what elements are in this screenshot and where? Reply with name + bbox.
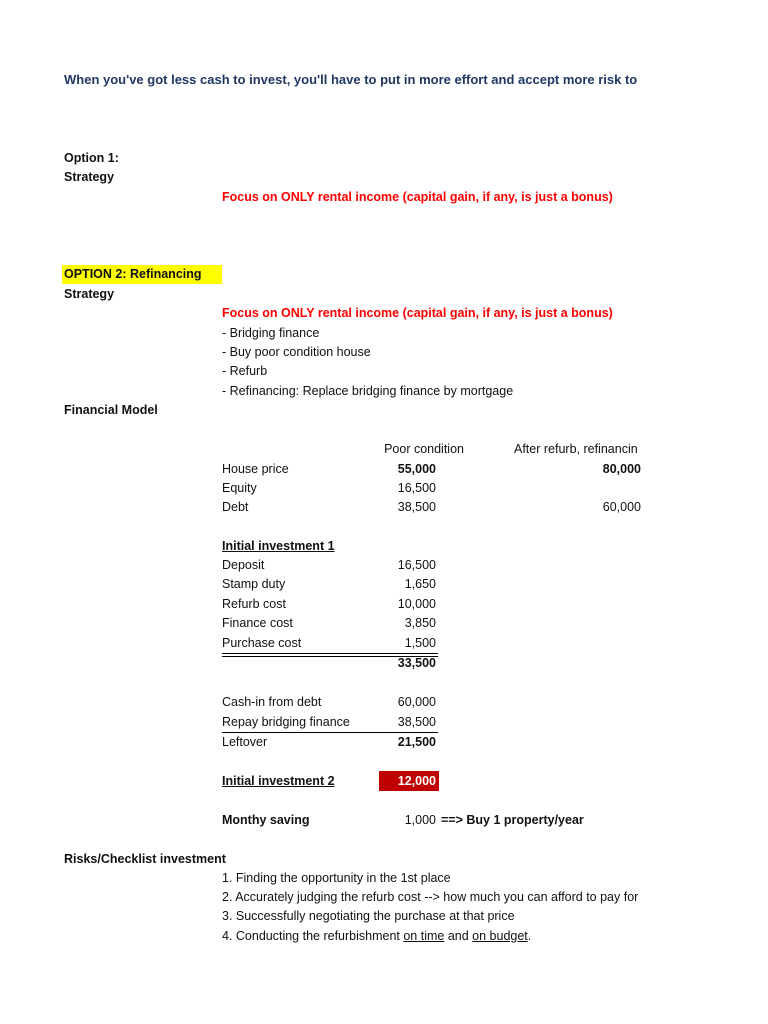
- house-price-label: House price: [222, 462, 289, 476]
- equity-label: Equity: [222, 481, 257, 495]
- finance-cost-value: 3,850: [404, 616, 436, 630]
- refurb-cost-value: 10,000: [397, 597, 436, 611]
- bullet-bridging: - Bridging finance: [222, 326, 320, 340]
- col-header-poor: Poor condition: [384, 442, 464, 456]
- option1-title: Option 1:: [64, 151, 119, 165]
- risks-label: Risks/Checklist investment: [64, 852, 226, 866]
- option2-strategy-text: Focus on ONLY rental income (capital gain, if any, is just a bonus): [222, 306, 613, 320]
- monthly-saving-label: Monthy saving: [222, 813, 310, 827]
- deposit-label: Deposit: [222, 558, 265, 572]
- col-header-after: After refurb, refinancin: [514, 442, 638, 456]
- bullet-buy-poor: - Buy poor condition house: [222, 345, 371, 359]
- debt-label: Debt: [222, 500, 249, 514]
- repay-bridging-label: Repay bridging finance: [222, 715, 350, 729]
- risk-item-3: 3. Successfully negotiating the purchase at that price: [222, 909, 515, 923]
- stamp-duty-label: Stamp duty: [222, 577, 286, 591]
- cash-in-label: Cash-in from debt: [222, 695, 322, 709]
- option2-title: OPTION 2: Refinancing: [62, 265, 222, 284]
- repay-bridging-value: 38,500: [397, 715, 436, 729]
- refurb-cost-label: Refurb cost: [222, 597, 286, 611]
- headline: When you've got less cash to invest, you'll have to put in more effort and accept more risk to: [64, 72, 638, 87]
- monthly-saving-value: 1,000: [404, 813, 436, 827]
- monthly-saving-note: ==> Buy 1 property/year: [441, 813, 584, 827]
- option1-strategy-text: Focus on ONLY rental income (capital gain, if any, is just a bonus): [222, 190, 613, 204]
- equity-poor: 16,500: [397, 481, 436, 495]
- initial-investment-1-label: Initial investment 1: [222, 539, 335, 553]
- debt-after: 60,000: [602, 500, 641, 514]
- on-time-text: on time: [403, 929, 445, 943]
- cash-in-value: 60,000: [397, 695, 436, 709]
- risk-item-1: 1. Finding the opportunity in the 1st place: [222, 871, 451, 885]
- initial-investment-2-label: Initial investment 2: [222, 774, 335, 788]
- leftover-label: Leftover: [222, 735, 268, 749]
- stamp-duty-value: 1,650: [404, 577, 436, 591]
- deposit-value: 16,500: [397, 558, 436, 572]
- initial-investment-1-total: 33,500: [397, 656, 436, 670]
- option1-strategy-label: Strategy: [64, 170, 115, 184]
- leftover-value: 21,500: [397, 735, 436, 749]
- risk-item-2: 2. Accurately judging the refurb cost --> how much you can afford to pay for: [222, 890, 639, 904]
- leftover-divider: [222, 732, 438, 733]
- on-budget-text: on budget: [472, 929, 528, 943]
- risk-item-4: 4. Conducting the refurbishment on time and on budget.: [222, 929, 532, 943]
- purchase-cost-label: Purchase cost: [222, 636, 302, 650]
- debt-poor: 38,500: [397, 500, 436, 514]
- finance-cost-label: Finance cost: [222, 616, 293, 630]
- option2-strategy-label: Strategy: [64, 287, 115, 301]
- house-price-poor: 55,000: [397, 462, 436, 476]
- sum-divider-top: [222, 653, 438, 654]
- financial-model-label: Financial Model: [64, 403, 158, 417]
- house-price-after: 80,000: [602, 462, 641, 476]
- bullet-refinancing: - Refinancing: Replace bridging finance by mortgage: [222, 384, 514, 398]
- initial-investment-2-value: 12,000: [379, 771, 439, 791]
- purchase-cost-value: 1,500: [404, 636, 436, 650]
- bullet-refurb: - Refurb: [222, 364, 268, 378]
